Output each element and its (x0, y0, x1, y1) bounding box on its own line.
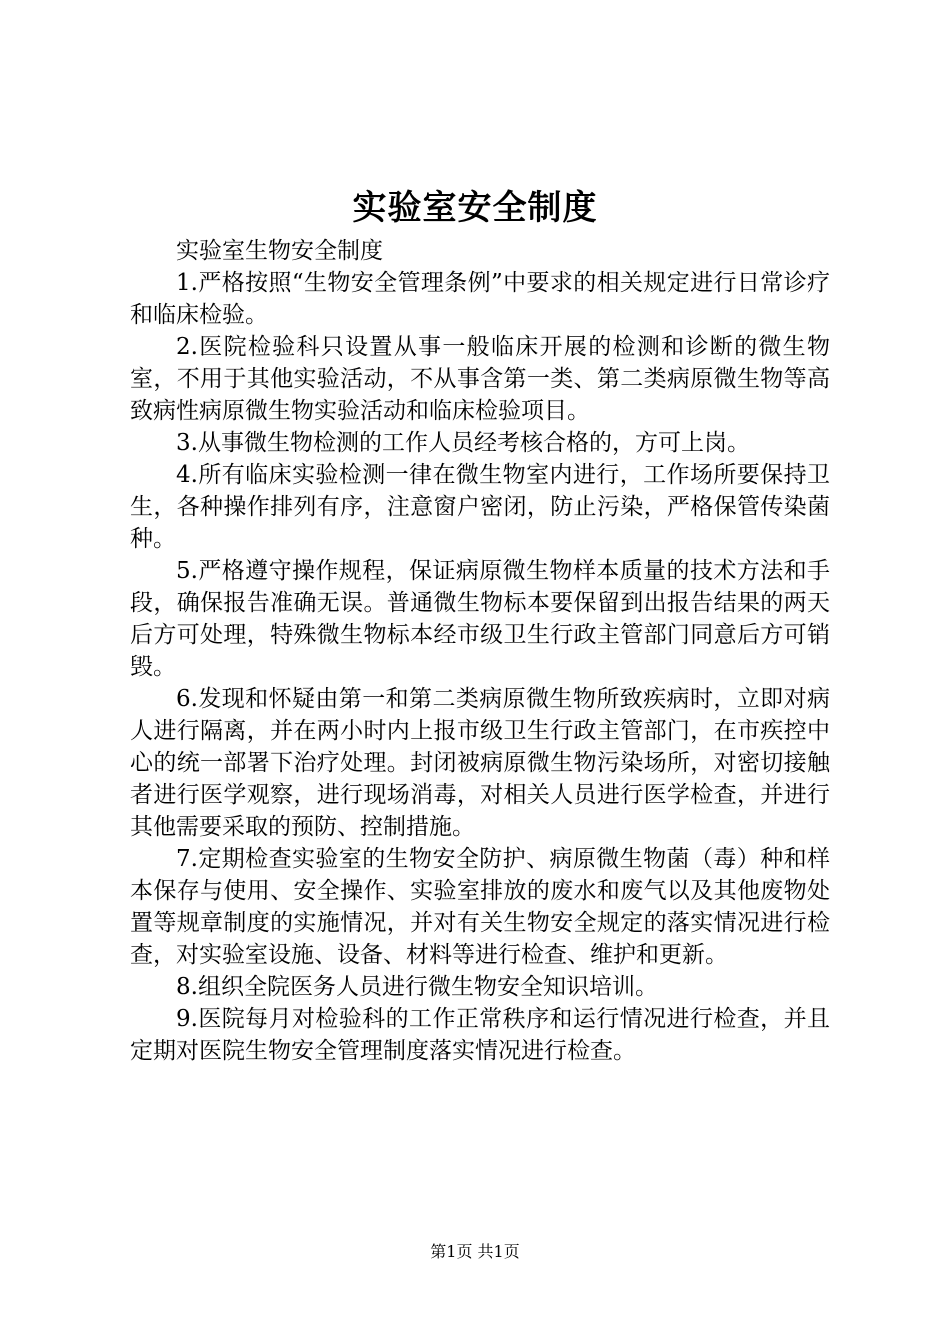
rule-item-5: 5.严格遵守操作规程，保证病原微生物样本质量的技术方法和手段，确保报告准确无误。普通微生物标本要保留到出报告结果的两天后方可处理，特殊微生物标本经市级卫生行政主管部门同意后方可销毁。 (130, 558, 830, 680)
document-title: 实验室安全制度 (352, 188, 598, 228)
rule-item-8: 8.组织全院医务人员进行微生物安全知识培训。 (176, 974, 658, 1000)
rule-item-9: 9.医院每月对检验科的工作正常秩序和运行情况进行检查，并且定期对医院生物安全管理制度落实情况进行检查。 (130, 1006, 830, 1064)
rule-item-4: 4.所有临床实验检测一律在微生物室内进行，工作场所要保持卫生，各种操作排列有序，注意窗户密闭，防止污染，严格保管传染菌种。 (130, 462, 830, 552)
section-heading: 实验室生物安全制度 (176, 238, 383, 264)
document-body (130, 235, 830, 1067)
rule-item-2: 2.医院检验科只设置从事一般临床开展的检测和诊断的微生物室，不用于其他实验活动，不从事含第一类、第二类病原微生物等高致病性病原微生物实验活动和临床检验项目。 (130, 334, 830, 424)
rule-item-7: 7.定期检查实验室的生物安全防护、病原微生物菌（毒）种和样本保存与使用、安全操作、实验室排放的废水和废气以及其他废物处置等规章制度的实施情况，并对有关生物安全规定的落实情况进行检查，对实验室设施、设备、材料等进行检查、维护和更新。 (130, 846, 830, 968)
rule-item-1: 1.严格按照“生物安全管理条例”中要求的相关规定进行日常诊疗和临床检验。 (130, 270, 830, 328)
page-footer: 第1页 共1页 (430, 1242, 520, 1261)
rule-item-3: 3.从事微生物检测的工作人员经考核合格的，方可上岗。 (176, 430, 750, 456)
rule-item-6: 6.发现和怀疑由第一和第二类病原微生物所致疾病时，立即对病人进行隔离，并在两小时内上报市级卫生行政主管部门，在市疾控中心的统一部署下治疗处理。封闭被病原微生物污染场所，对密切接触者进行医学观察，进行现场消毒，对相关人员进行医学检查，并进行其他需要采取的预防、控制措施。 (130, 686, 830, 840)
